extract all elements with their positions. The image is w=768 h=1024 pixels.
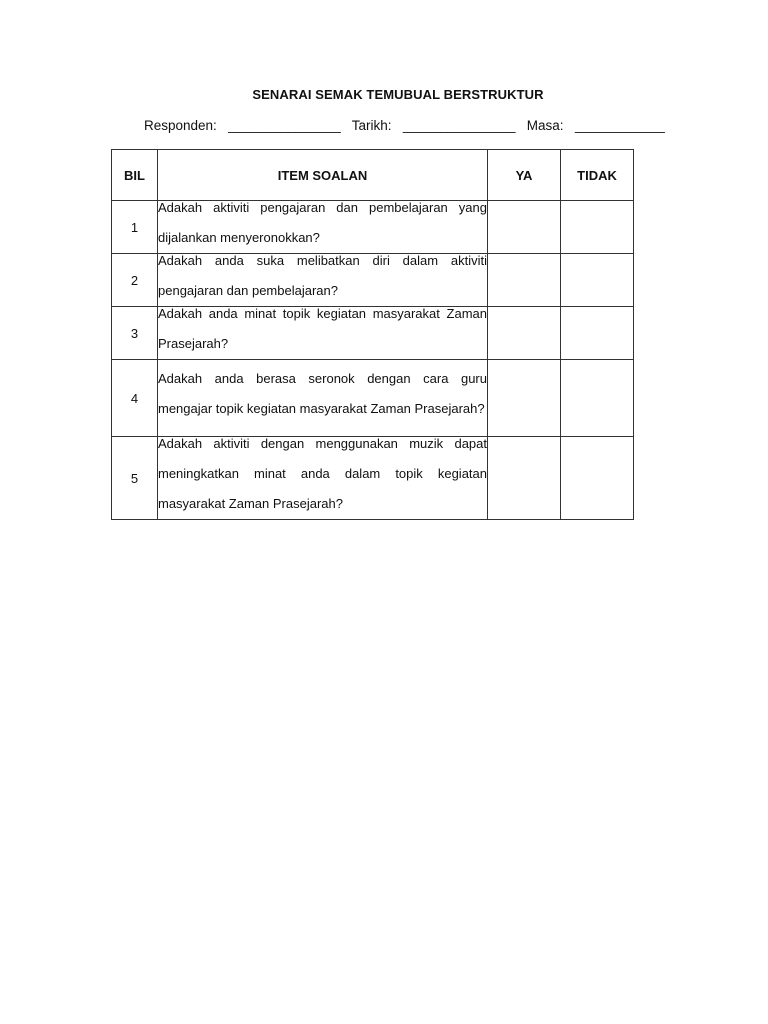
question-text: Adakah aktiviti pengajaran dan pembelajaran yang dijalankan menyeronokkan? — [158, 200, 487, 245]
time-label: Masa: — [526, 118, 564, 133]
document-title: SENARAI SEMAK TEMUBUAL BERSTRUKTUR — [252, 87, 544, 102]
row-number: 3 — [112, 307, 158, 360]
respondent-blank: _______________ — [228, 118, 341, 133]
table-row — [112, 360, 634, 437]
tidak-checkbox-cell[interactable] — [561, 201, 634, 254]
question-cell — [158, 307, 488, 360]
question-text: Adakah anda minat topik kegiatan masyarakat Zaman Prasejarah? — [158, 306, 487, 351]
date-blank: _______________ — [402, 118, 516, 133]
ya-checkbox-cell[interactable] — [488, 437, 561, 520]
header-tidak: TIDAK — [561, 150, 634, 201]
header-item-soalan: ITEM SOALAN — [158, 150, 488, 201]
tidak-checkbox-cell[interactable] — [561, 360, 634, 437]
row-number: 1 — [112, 201, 158, 254]
date-label: Tarikh: — [351, 118, 392, 133]
ya-checkbox-cell[interactable] — [488, 201, 561, 254]
row-number: 2 — [112, 254, 158, 307]
respondent-info-line — [144, 118, 665, 133]
ya-checkbox-cell[interactable] — [488, 307, 561, 360]
ya-checkbox-cell[interactable] — [488, 254, 561, 307]
table-row — [112, 437, 634, 520]
ya-checkbox-cell[interactable] — [488, 360, 561, 437]
question-cell — [158, 437, 488, 520]
question-text: Adakah aktiviti dengan menggunakan muzik dapat meningkatkan minat anda dalam topik kegiatan masyarakat Zaman Prasejarah? — [158, 436, 487, 511]
question-text: Adakah anda suka melibatkan diri dalam aktiviti pengajaran dan pembelajaran? — [158, 253, 487, 298]
row-number: 4 — [112, 360, 158, 437]
header-ya: YA — [488, 150, 561, 201]
question-text: Adakah anda berasa seronok dengan cara guru mengajar topik kegiatan masyarakat Zaman Prasejarah? — [158, 371, 487, 416]
tidak-checkbox-cell[interactable] — [561, 307, 634, 360]
respondent-label: Responden: — [144, 118, 217, 133]
header-bil: BIL — [112, 150, 158, 201]
tidak-checkbox-cell[interactable] — [561, 437, 634, 520]
time-blank: ____________ — [574, 118, 665, 133]
table-row — [112, 307, 634, 360]
checklist-table — [111, 149, 634, 520]
tidak-checkbox-cell[interactable] — [561, 254, 634, 307]
row-number: 5 — [112, 437, 158, 520]
question-cell — [158, 360, 488, 437]
